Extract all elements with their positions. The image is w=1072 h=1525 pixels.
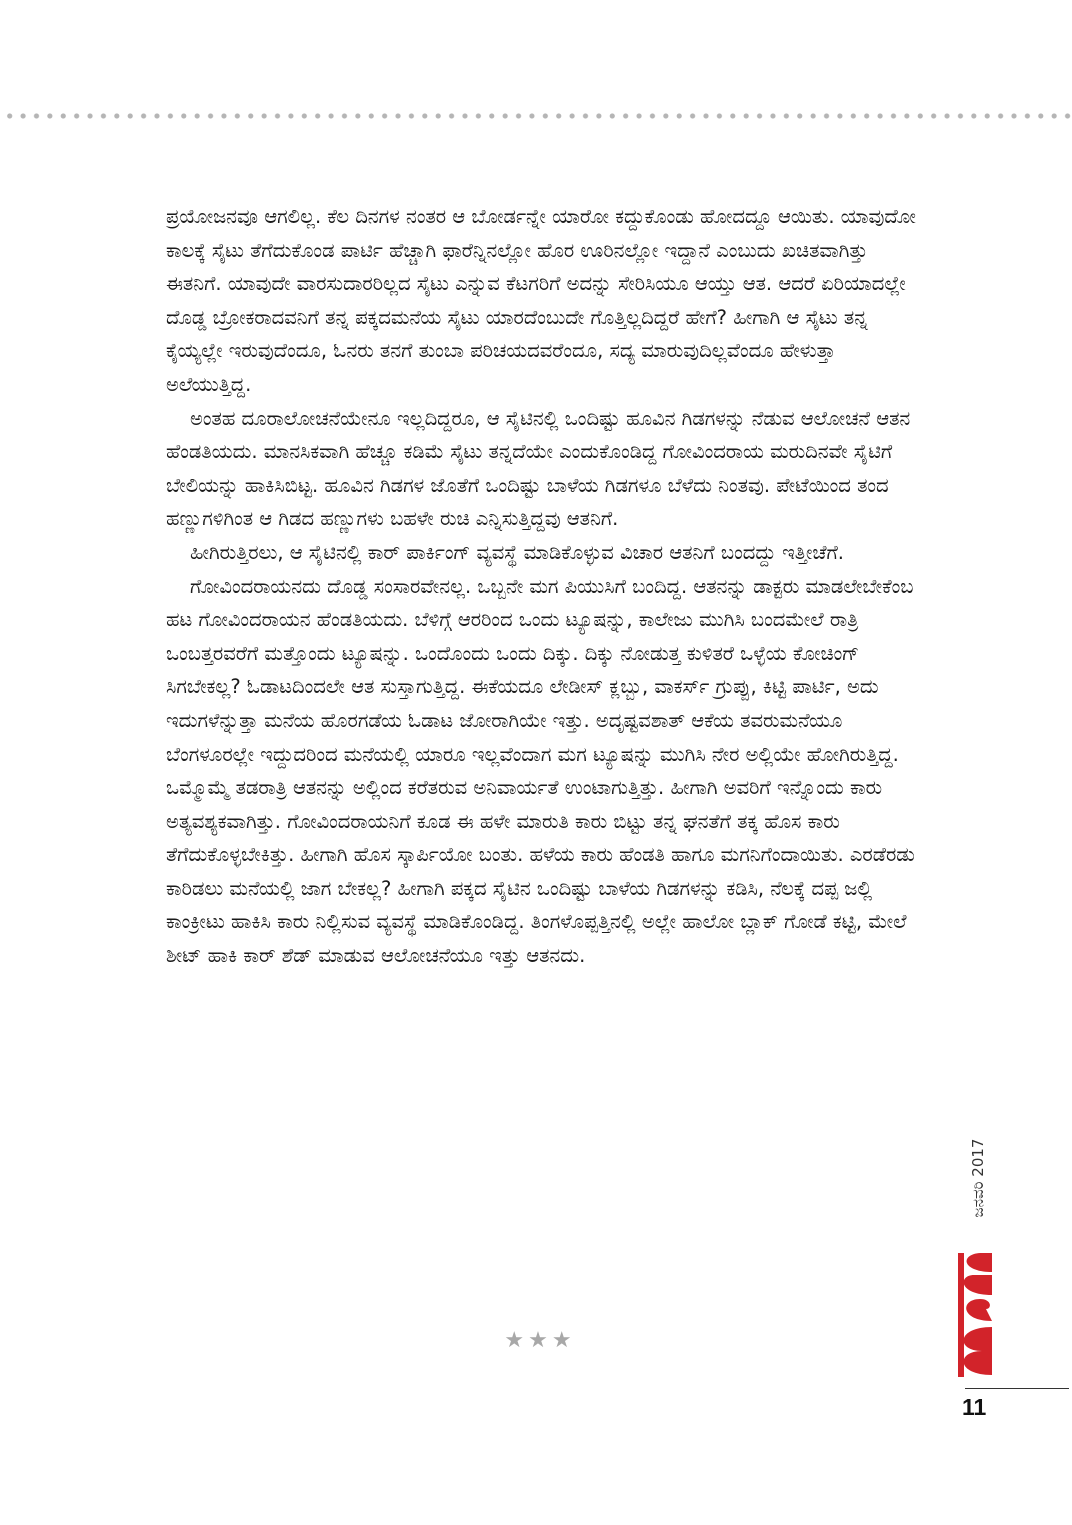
article-paragraph: ಅಂತಹ ದೂರಾಲೋಚನೆಯೇನೂ ಇಲ್ಲದಿದ್ದರೂ, ಆ ಸೈಟಿನಲ್ಲಿ ಒಂದಿಷ್ಟು ಹೂವಿನ ಗಿಡಗಳನ್ನು ನೆಡುವ ಆಲೋಚನೆ ಆತನ ಹೆಂಡತಿಯದು. ಮಾನಸಿಕವಾಗಿ ಹೆಚ್ಚೂ ಕಡಿಮೆ ಸೈಟು ತನ್ನದೆಯೇ ಎಂದುಕೊಂಡಿದ್ದ ಗೋವಿಂದರಾಯ ಮರುದಿನವೇ ಸೈಟಿಗೆ ಬೇಲಿಯನ್ನು ಹಾಕಿಸಿಬಿಟ್ಟ. ಹೂವಿನ ಗಿಡಗಳ ಜೊತೆಗೆ ಒಂದಿಷ್ಟು ಬಾಳೆಯ ಗಿಡಗಳೂ ಬೆಳೆದು ನಿಂತವು. ಪೇಟೆಯಿಂದ ತಂದ ಹಣ್ಣುಗಳಿಗಿಂತ ಆ ಗಿಡದ ಹಣ್ಣುಗಳು ಬಹಳೇ ರುಚಿ ಎನ್ನಿಸುತ್ತಿದ್ದವು ಆತನಿಗೆ. [166, 406, 911, 531]
magazine-logo-mark [952, 1250, 1004, 1380]
page-number-rule [965, 1388, 1069, 1389]
magazine-side-footer [952, 1118, 1004, 1378]
issue-date-text: ಜನವರಿ 2017 [969, 1138, 987, 1218]
top-dotted-divider [0, 112, 1072, 120]
article-paragraph: ಹೀಗಿರುತ್ತಿರಲು, ಆ ಸೈಟಿನಲ್ಲಿ ಕಾರ್ ಪಾರ್ಕಿಂಗ್ ವ್ಯವಸ್ಥೆ ಮಾಡಿಕೊಳ್ಳುವ ವಿಚಾರ ಆತನಿಗೆ ಬಂದದ್ದು ಇತ್ತೀಚೆಗೆ. [190, 540, 845, 564]
issue-date [952, 1118, 1004, 1238]
page-number: 11 [962, 1394, 987, 1420]
section-break-stars: ★★★ [504, 1328, 576, 1353]
article-paragraph: ಪ್ರಯೋಜನವೂ ಆಗಲಿಲ್ಲ. ಕೆಲ ದಿನಗಳ ನಂತರ ಆ ಬೋರ್ಡನ್ನೇ ಯಾರೋ ಕದ್ದುಕೊಂಡು ಹೋದದ್ದೂ ಆಯಿತು. ಯಾವುದೋ ಕಾಲಕ್ಕೆ ಸೈಟು ತೆಗೆದುಕೊಂಡ ಪಾರ್ಟಿ ಹೆಚ್ಚಾಗಿ ಫಾರೆನ್ನಿನಲ್ಲೋ ಹೊರ ಊರಿನಲ್ಲೋ ಇದ್ದಾನೆ ಎಂಬುದು ಖಚಿತವಾಗಿತ್ತು ಈತನಿಗೆ. ಯಾವುದೇ ವಾರಸುದಾರರಿಲ್ಲದ ಸೈಟು ಎನ್ನುವ ಕೆಟಗರಿಗೆ ಅದನ್ನು ಸೇರಿಸಿಯೂ ಆಯ್ತು ಆತ. ಆದರೆ ಏರಿಯಾದಲ್ಲೇ ದೊಡ್ಡ ಬ್ರೋಕರಾದವನಿಗೆ ತನ್ನ ಪಕ್ಕದಮನೆಯ ಸೈಟು ಯಾರದೆಂಬುದೇ ಗೊತ್ತಿಲ್ಲದಿದ್ದರೆ ಹೇಗೆ? ಹೀಗಾಗಿ ಆ ಸೈಟು ತನ್ನ ಕೈಯ್ಯಲ್ಲೇ ಇರುವುದೆಂದೂ, ಓನರು ತನಗೆ ತುಂಬಾ ಪರಿಚಯದವರೆಂದೂ, ಸದ್ಯ ಮಾರುವುದಿಲ್ಲವೆಂದೂ ಹೇಳುತ್ತಾ ಅಲೆಯುತ್ತಿದ್ದ. [166, 205, 916, 396]
magazine-logo [952, 1250, 1004, 1380]
article-paragraph: ಗೋವಿಂದರಾಯನದು ದೊಡ್ಡ ಸಂಸಾರವೇನಲ್ಲ. ಒಬ್ಬನೇ ಮಗ ಪಿಯುಸಿಗೆ ಬಂದಿದ್ದ. ಆತನನ್ನು ಡಾಕ್ಟರು ಮಾಡಲೇಬೇಕೆಂಬ ಹಟ ಗೋವಿಂದರಾಯನ ಹೆಂಡತಿಯದು. ಬೆಳಿಗ್ಗೆ ಆರರಿಂದ ಒಂದು ಟ್ಯೂಷನ್ನು, ಕಾಲೇಜು ಮುಗಿಸಿ ಬಂದಮೇಲೆ ರಾತ್ರಿ ಒಂಬತ್ತರವರೆಗೆ ಮತ್ತೊಂದು ಟ್ಯೂಷನ್ನು. ಒಂದೊಂದು ಒಂದು ದಿಕ್ಕು. ದಿಕ್ಕು ನೋಡುತ್ತ ಕುಳಿತರೆ ಒಳ್ಳೆಯ ಕೋಚಿಂಗ್ ಸಿಗಬೇಕಲ್ಲ? ಓಡಾಟದಿಂದಲೇ ಆತ ಸುಸ್ತಾಗುತ್ತಿದ್ದ. ಈಕೆಯದೂ ಲೇಡೀಸ್ ಕ್ಲಬ್ಬು, ವಾಕರ್ಸ್ ಗ್ರುಪ್ಪು, ಕಿಟ್ಟಿ ಪಾರ್ಟಿ, ಅದು ಇದುಗಳೆನ್ನುತ್ತಾ ಮನೆಯ ಹೊರಗಡೆಯ ಓಡಾಟ ಜೋರಾಗಿಯೇ ಇತ್ತು. ಅದೃಷ್ಟವಶಾತ್ ಆಕೆಯ ತವರುಮನೆಯೂ ಬೆಂಗಳೂರಲ್ಲೇ ಇದ್ದುದರಿಂದ ಮನೆಯಲ್ಲಿ ಯಾರೂ ಇಲ್ಲವೆಂದಾಗ ಮಗ ಟ್ಯೂಷನ್ನು ಮುಗಿಸಿ ನೇರ ಅಲ್ಲಿಯೇ ಹೋಗಿರುತ್ತಿದ್ದ. ಒಮ್ಮೊಮ್ಮೆ ತಡರಾತ್ರಿ ಆತನನ್ನು ಅಲ್ಲಿಂದ ಕರೆತರುವ ಅನಿವಾರ್ಯತೆ ಉಂಟಾಗುತ್ತಿತ್ತು. ಹೀಗಾಗಿ ಅವರಿಗೆ ಇನ್ನೊಂದು ಕಾರು ಅತ್ಯವಶ್ಯಕವಾಗಿತ್ತು. ಗೋವಿಂದರಾಯನಿಗೆ ಕೂಡ ಈ ಹಳೇ ಮಾರುತಿ ಕಾರು ಬಿಟ್ಟು ತನ್ನ ಘನತೆಗೆ ತಕ್ಕ ಹೊಸ ಕಾರು ತೆಗೆದುಕೊಳ್ಳಬೇಕಿತ್ತು. ಹೀಗಾಗಿ ಹೊಸ ಸ್ಕಾರ್ಪಿಯೋ ಬಂತು. ಹಳೆಯ ಕಾರು ಹೆಂಡತಿ ಹಾಗೂ ಮಗನಿಗೆಂದಾಯಿತು. ಎರಡೆರಡು ಕಾರಿಡಲು ಮನೆಯಲ್ಲಿ ಜಾಗ ಬೇಕಲ್ಲ? ಹೀಗಾಗಿ ಪಕ್ಕದ ಸೈಟಿನ ಒಂದಿಷ್ಟು ಬಾಳೆಯ ಗಿಡಗಳನ್ನು ಕಡಿಸಿ, ನೆಲಕ್ಕೆ ದಪ್ಪ ಜಲ್ಲಿ ಕಾಂಕ್ರೀಟು ಹಾಕಿಸಿ ಕಾರು ನಿಲ್ಲಿಸುವ ವ್ಯವಸ್ಥೆ ಮಾಡಿಕೊಂಡಿದ್ದ. ತಿಂಗಳೊಪ್ಪತ್ತಿನಲ್ಲಿ ಅಲ್ಲೇ ಹಾಲೋ ಬ್ಲಾಕ್ ಗೋಡೆ ಕಟ್ಟಿ, ಮೇಲೆ ಶೀಟ್ ಹಾಕಿ ಕಾರ್ ಶೆಡ್ ಮಾಡುವ ಆಲೋಚನೆಯೂ ಇತ್ತು ಆತನದು. [166, 574, 915, 968]
article-body [166, 200, 918, 973]
